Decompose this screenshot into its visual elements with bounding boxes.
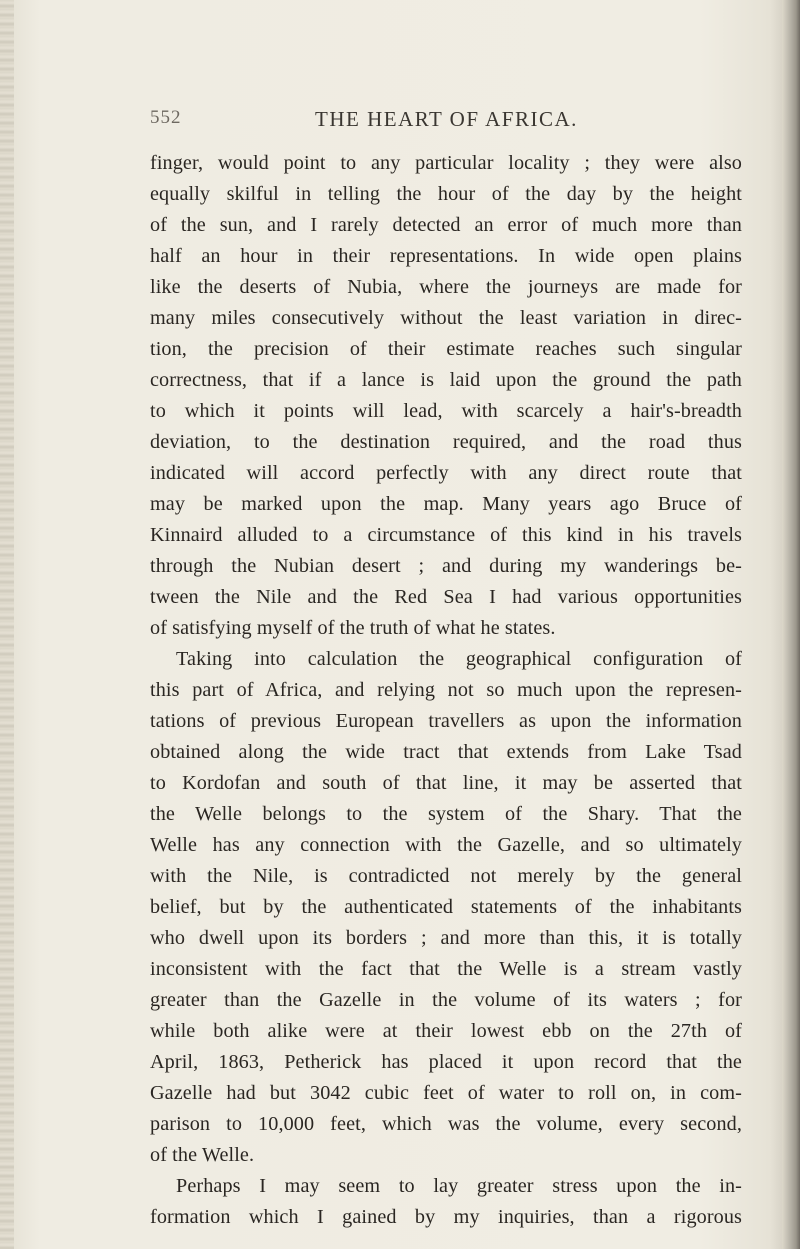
text-line: deviation, to the destination required, and the road thus bbox=[150, 431, 742, 453]
text-line: many miles consecutively without the least variation in direc- bbox=[150, 307, 742, 329]
text-line: the Welle belongs to the system of the Shary. That the bbox=[150, 803, 742, 825]
text-line: tion, the precision of their estimate reaches such singular bbox=[150, 338, 742, 360]
text-line: half an hour in their representations. In wide open plains bbox=[150, 245, 742, 267]
text-line: Kinnaird alluded to a circumstance of this kind in his travels bbox=[150, 524, 742, 546]
text-line: of the Welle. bbox=[150, 1144, 255, 1166]
text-line: of the sun, and I rarely detected an error of much more than bbox=[150, 214, 742, 236]
text-line: while both alike were at their lowest ebb on the 27th of bbox=[150, 1020, 742, 1042]
running-head: THE HEART OF AFRICA. bbox=[315, 107, 578, 131]
page-gutter-edge bbox=[0, 0, 14, 1249]
text-line: parison to 10,000 feet, which was the volume, every second, bbox=[150, 1113, 742, 1135]
text-line: correctness, that if a lance is laid upon the ground the path bbox=[150, 369, 742, 391]
text-line: of satisfying myself of the truth of what he states. bbox=[150, 617, 556, 639]
text-line: through the Nubian desert ; and during my wanderings be- bbox=[150, 555, 742, 577]
text-line: tween the Nile and the Red Sea I had various opportunities bbox=[150, 586, 742, 608]
text-line: formation which I gained by my inquiries, than a rigorous bbox=[150, 1206, 742, 1228]
page-header bbox=[150, 107, 730, 137]
page-fore-edge bbox=[782, 0, 800, 1249]
text-line: greater than the Gazelle in the volume of its waters ; for bbox=[150, 989, 742, 1011]
text-line: indicated will accord perfectly with any direct route that bbox=[150, 462, 742, 484]
text-line: Perhaps I may seem to lay greater stress upon the in- bbox=[176, 1175, 742, 1197]
text-line: obtained along the wide tract that extends from Lake Tsad bbox=[150, 741, 742, 763]
text-line: to which it points will lead, with scarcely a hair's-breadth bbox=[150, 400, 742, 422]
text-line: may be marked upon the map. Many years ago Bruce of bbox=[150, 493, 742, 515]
text-line: April, 1863, Petherick has placed it upon record that the bbox=[150, 1051, 742, 1073]
text-line: like the deserts of Nubia, where the journeys are made for bbox=[150, 276, 742, 298]
text-line: belief, but by the authenticated statements of the inhabitants bbox=[150, 896, 742, 918]
text-line: inconsistent with the fact that the Welle is a stream vastly bbox=[150, 958, 742, 980]
text-line: who dwell upon its borders ; and more than this, it is totally bbox=[150, 927, 742, 949]
text-line: finger, would point to any particular locality ; they were also bbox=[150, 152, 742, 174]
text-line: tations of previous European travellers as upon the information bbox=[150, 710, 742, 732]
text-line: Gazelle had but 3042 cubic feet of water to roll on, in com- bbox=[150, 1082, 742, 1104]
text-line: Taking into calculation the geographical configuration of bbox=[176, 648, 742, 670]
body-text bbox=[150, 148, 742, 1233]
page-number: 552 bbox=[150, 107, 182, 128]
text-line: Welle has any connection with the Gazelle, and so ultimately bbox=[150, 834, 742, 856]
text-line: this part of Africa, and relying not so much upon the represen- bbox=[150, 679, 742, 701]
text-line: equally skilful in telling the hour of the day by the height bbox=[150, 183, 742, 205]
text-line: to Kordofan and south of that line, it may be asserted that bbox=[150, 772, 742, 794]
text-line: with the Nile, is contradicted not merely by the general bbox=[150, 865, 742, 887]
